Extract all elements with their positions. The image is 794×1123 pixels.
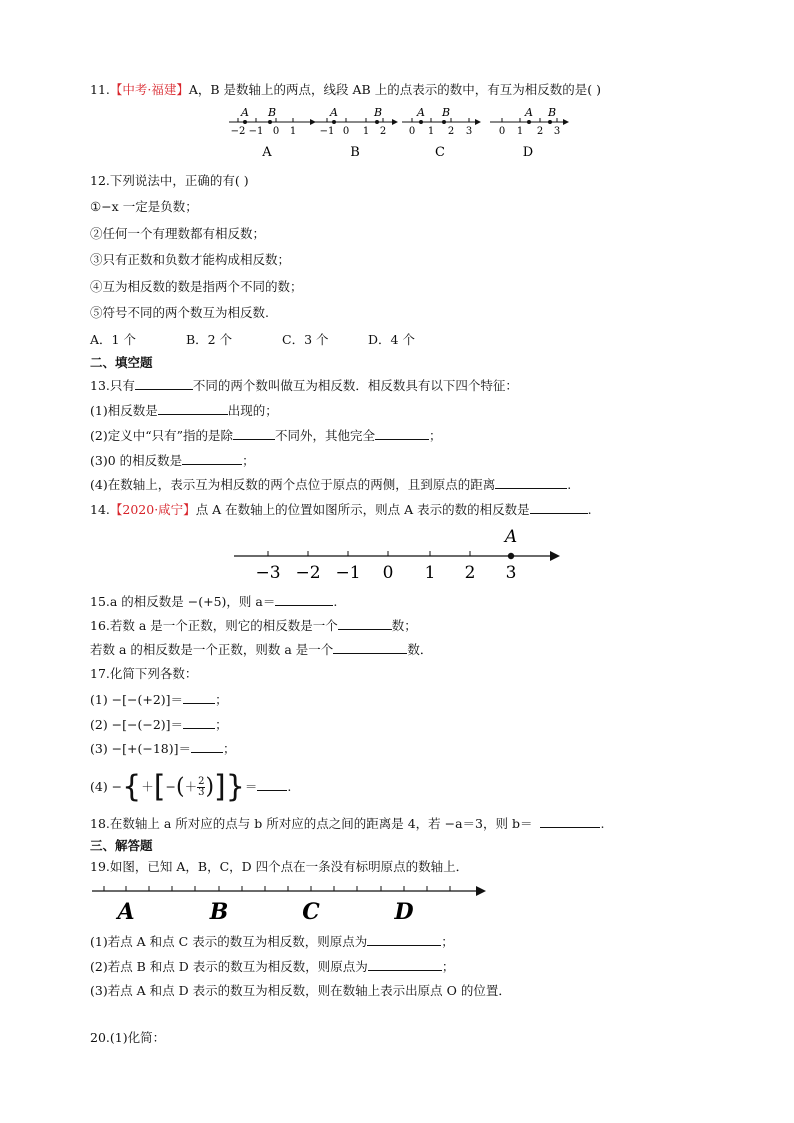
q19-point-b-label: B bbox=[209, 899, 229, 925]
q17-expr: (1) −[−(+2)]＝ bbox=[90, 692, 184, 707]
q17-3-blank[interactable] bbox=[191, 740, 223, 753]
q14-point-a-label: A bbox=[504, 527, 518, 547]
q11-a-tick: −1 bbox=[248, 126, 264, 137]
q15-answer-blank[interactable] bbox=[275, 593, 333, 606]
choice-c: C．3 个 bbox=[282, 332, 329, 347]
q11-d-tick: 0 bbox=[498, 126, 506, 137]
q11-c-letter: C bbox=[435, 145, 445, 160]
q14-point-a-dot bbox=[508, 553, 514, 559]
q11-option-d-numberline bbox=[490, 106, 569, 160]
q17-text: ； bbox=[215, 692, 228, 707]
choice-a: A．1 个 bbox=[90, 332, 136, 347]
q11-b-point-b: B bbox=[373, 106, 383, 119]
q13-stem bbox=[90, 377, 518, 394]
q11-a-point-a: A bbox=[241, 106, 249, 119]
q18-text: . bbox=[600, 816, 605, 831]
q14-answer-blank[interactable] bbox=[530, 501, 588, 514]
q17-expr: (4) − bbox=[90, 779, 123, 794]
q17-text: ； bbox=[223, 741, 236, 756]
q18-text: 18.在数轴上 a 所对应的点与 b 所对应的点之间的距离是 4，若 −a＝3，则 b＝ bbox=[90, 816, 533, 831]
q19-1-blank[interactable] bbox=[367, 933, 441, 946]
q14-tick-label: 2 bbox=[464, 563, 476, 583]
q16-line-2 bbox=[90, 641, 432, 658]
q19-stem: 19.如图，已知 A，B，C，D 四个点在一条没有标明原点的数轴上． bbox=[90, 859, 469, 874]
q13-answer-blank[interactable] bbox=[135, 377, 193, 390]
q14-stem bbox=[90, 501, 592, 518]
q12-statement: ②任何一个有理数都有相反数； bbox=[90, 226, 266, 241]
q13-part-2 bbox=[90, 427, 442, 444]
q11-d-tick: 2 bbox=[536, 126, 544, 137]
q11-d-letter: D bbox=[522, 145, 534, 160]
q20-stem: 20.(1)化简： bbox=[90, 1030, 166, 1045]
q13-text: ； bbox=[242, 453, 255, 468]
q17-expr: (2) −[−(−2)]＝ bbox=[90, 717, 184, 732]
q17-expr: (3) −[+(−18)]＝ bbox=[90, 741, 192, 756]
q15-text: . bbox=[333, 594, 338, 609]
q13-text: ； bbox=[429, 428, 442, 443]
q11-b-point-a: A bbox=[330, 106, 338, 119]
q16-text: 若数 a 的相反数是一个正数，则数 a 是一个 bbox=[90, 642, 334, 657]
q13-text: 不同外，其他完全 bbox=[275, 428, 376, 443]
q16-blank-2[interactable] bbox=[333, 641, 407, 654]
q11-b-letter: B bbox=[350, 145, 360, 160]
q17-expr: ＋ bbox=[184, 779, 198, 794]
q17-expr: ＋ bbox=[141, 779, 154, 794]
q14-tick-label: −1 bbox=[335, 563, 361, 583]
q19-numberline bbox=[0, 876, 794, 926]
q19-part-1 bbox=[90, 933, 454, 950]
q14-numberline bbox=[0, 520, 794, 584]
q11-b-tick: −1 bbox=[319, 126, 335, 137]
q13-2-blank-1[interactable] bbox=[233, 427, 275, 440]
q13-part-3 bbox=[90, 452, 255, 469]
q14-number: 14. bbox=[90, 502, 110, 517]
q11-d-point-a: A bbox=[525, 106, 533, 119]
section-heading-solve: 三、解答题 bbox=[90, 838, 153, 853]
q13-text: (1)相反数是 bbox=[90, 403, 158, 418]
q17-item-2 bbox=[90, 716, 228, 733]
fraction-denominator: 3 bbox=[198, 787, 205, 798]
q17-1-blank[interactable] bbox=[183, 691, 215, 704]
q17-4-blank[interactable] bbox=[257, 778, 287, 791]
q13-text: 出现的； bbox=[227, 403, 278, 418]
q14-tick-label: 1 bbox=[424, 563, 436, 583]
q14-tick-label: −3 bbox=[255, 563, 281, 583]
q11-a-tick: 0 bbox=[272, 126, 280, 137]
q11-a-point-b: B bbox=[267, 106, 277, 119]
q19-part-3: (3)若点 A 和点 D 表示的数互为相反数，则在数轴上表示出原点 O 的位置． bbox=[90, 983, 511, 998]
q13-part-4 bbox=[90, 476, 571, 493]
q12-statement: ①−x 一定是负数； bbox=[90, 199, 198, 214]
q11-b-tick: 2 bbox=[379, 126, 387, 137]
q11-d-point-b: B bbox=[547, 106, 557, 119]
q17-text: . bbox=[287, 779, 292, 794]
q14-text: 点 A 在数轴上的位置如图所示，则点 A 表示的数的相反数是 bbox=[195, 502, 530, 517]
q16-blank-1[interactable] bbox=[338, 617, 392, 630]
q11-b-tick: 0 bbox=[342, 126, 350, 137]
q13-2-blank-2[interactable] bbox=[375, 427, 429, 440]
q19-point-c-label: C bbox=[302, 899, 320, 925]
q13-3-blank[interactable] bbox=[182, 452, 242, 465]
q14-text: . bbox=[587, 502, 592, 517]
q13-text: (2)定义中“只有”指的是除 bbox=[90, 428, 233, 443]
q13-text: . bbox=[567, 477, 572, 492]
q14-tick-label: 0 bbox=[382, 563, 394, 583]
q11-d-tick: 3 bbox=[553, 126, 561, 137]
q19-point-d-label: D bbox=[394, 899, 414, 925]
q17-stem: 17.化简下列各数： bbox=[90, 666, 198, 681]
q11-a-letter: A bbox=[262, 145, 272, 160]
q19-part-2 bbox=[90, 958, 454, 975]
section-heading-fill-in: 二、填空题 bbox=[90, 355, 153, 370]
q13-text: (4)在数轴上，表示互为相反数的两个点位于原点的两侧，且到原点的距离 bbox=[90, 477, 496, 492]
fraction-numerator: 2 bbox=[198, 776, 205, 787]
q18-answer-blank[interactable] bbox=[540, 815, 600, 828]
q11-option-b-numberline bbox=[315, 106, 398, 160]
q17-item-3 bbox=[90, 740, 236, 757]
q12-statement: ⑤符号不同的两个数互为相反数. bbox=[90, 305, 269, 320]
q11-c-tick: 2 bbox=[447, 126, 455, 137]
q11-source-tag: 【中考·福建】 bbox=[109, 82, 189, 97]
q11-a-tick: −2 bbox=[230, 126, 246, 137]
choice-b: B．2 个 bbox=[186, 332, 233, 347]
q11-b-tick: 1 bbox=[362, 126, 370, 137]
q12-stem: 12.下列说法中，正确的有( ) bbox=[90, 173, 249, 188]
q11-c-tick: 1 bbox=[427, 126, 435, 137]
q11-option-figures bbox=[0, 100, 794, 162]
q17-text: ； bbox=[215, 717, 228, 732]
q12-statement: ③只有正数和负数才能构成相反数； bbox=[90, 252, 291, 267]
q13-part-1 bbox=[90, 402, 278, 419]
q18 bbox=[90, 815, 604, 832]
q14-source-tag: 【2020·咸宁】 bbox=[109, 502, 196, 517]
q19-point-a-label: A bbox=[117, 899, 135, 925]
q15 bbox=[90, 593, 337, 610]
q13-4-blank[interactable] bbox=[495, 476, 567, 489]
q11-c-point-b: B bbox=[441, 106, 451, 119]
q13-1-blank[interactable] bbox=[158, 402, 228, 415]
choice-d: D．4 个 bbox=[368, 332, 415, 347]
q17-2-blank[interactable] bbox=[183, 716, 215, 729]
q14-tick-label: 3 bbox=[505, 563, 517, 583]
q16-text: 16.若数 a 是一个正数，则它的相反数是一个 bbox=[90, 618, 338, 633]
q12-statement: ④互为相反数的数是指两个不同的数； bbox=[90, 279, 303, 294]
q19-text: (2)若点 B 和点 D 表示的数互为相反数，则原点为 bbox=[90, 959, 368, 974]
q19-text: ； bbox=[441, 934, 454, 949]
q11-c-tick: 3 bbox=[465, 126, 473, 137]
q15-text: 15.a 的相反数是 −(+5)，则 a＝ bbox=[90, 594, 276, 609]
q11-text: A，B 是数轴上的两点，线段 AB 上的点表示的数中，有互为相反数的是( ) bbox=[188, 82, 601, 97]
q19-text: ； bbox=[441, 959, 455, 974]
q13-text: (3)0 的相反数是 bbox=[90, 453, 183, 468]
q11-c-tick: 0 bbox=[408, 126, 416, 137]
q11-stem bbox=[90, 82, 601, 98]
q11-c-point-a: A bbox=[417, 106, 425, 119]
q12-choices bbox=[90, 332, 415, 348]
q17-item-4: (4) −{＋[−(＋ $\frac{2}{3}$ )]}＝ . bbox=[90, 769, 292, 805]
q11-number: 11. bbox=[90, 82, 110, 97]
q16-text: 数． bbox=[407, 642, 433, 657]
q17-item-1 bbox=[90, 691, 228, 708]
q13-text: 13.只有 bbox=[90, 378, 135, 393]
q19-text: (1)若点 A 和点 C 表示的数互为相反数，则原点为 bbox=[90, 934, 368, 949]
q13-text: 不同的两个数叫做互为相反数．相反数具有以下四个特征： bbox=[192, 378, 518, 393]
q11-option-c-numberline bbox=[402, 106, 481, 160]
q16-text: 数； bbox=[391, 618, 417, 633]
q16-line-1 bbox=[90, 617, 417, 634]
q14-tick-label: −2 bbox=[295, 563, 321, 583]
q17-expr: − bbox=[165, 779, 176, 794]
q11-d-tick: 1 bbox=[516, 126, 524, 137]
q11-a-tick: 1 bbox=[289, 126, 297, 137]
q11-option-a-numberline bbox=[229, 106, 316, 160]
q19-2-blank[interactable] bbox=[368, 958, 442, 971]
